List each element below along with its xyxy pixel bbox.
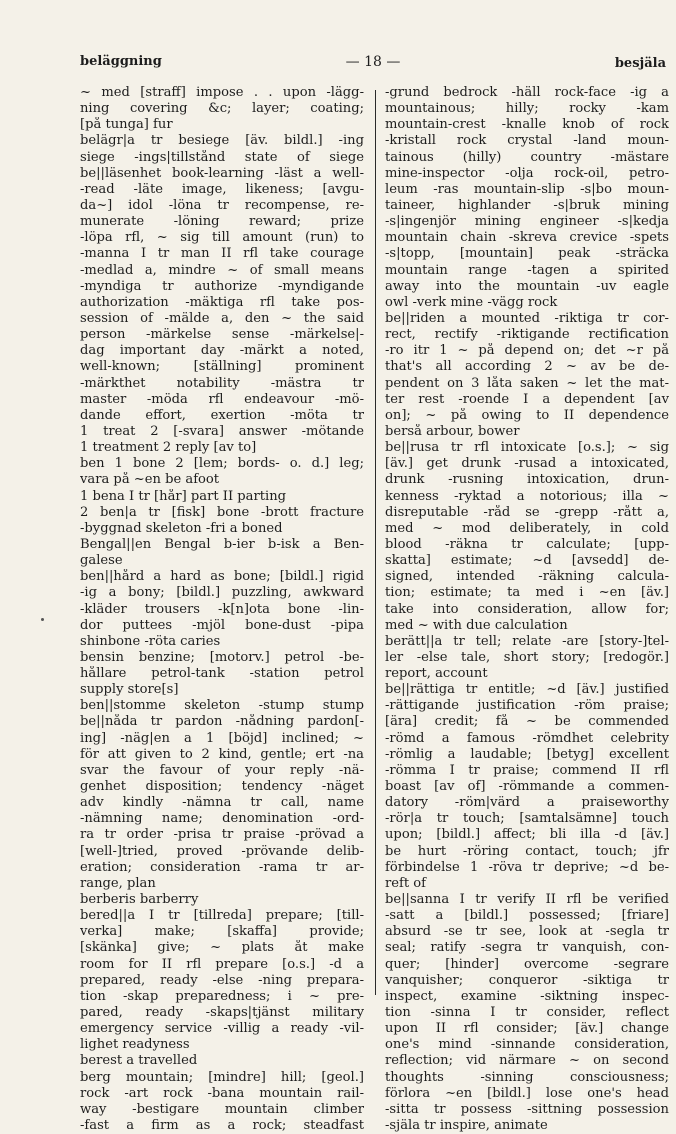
entry-line: ra tr order -prisa tr praise -prövad a [80, 827, 364, 843]
entry-line: galese [80, 553, 123, 569]
entry-line: berberis barberry [80, 892, 199, 908]
entry-line: owl -verk mine -vägg rock [385, 294, 558, 310]
entry-line: [skänka] give; ~ plats åt make [80, 940, 364, 956]
right-column [385, 85, 669, 1134]
page-number: — 18 — [345, 54, 401, 70]
entry-line: -löpa rfl, ~ sig till amount (run) to [80, 230, 364, 246]
entry-line: [ära] credit; få ~ be commended [385, 714, 669, 730]
entry-line: mountainous; hilly; rocky -kam [385, 101, 669, 117]
entry-line: boast [av of] -römmande a commen- [385, 779, 669, 795]
entry-line: dor puttees -mjöl bone-dust -pipa [80, 617, 364, 633]
entry-line: [på tunga] fur [80, 117, 173, 133]
entry-line: verka] make; [skaffa] provide; [80, 924, 364, 940]
entry-line: ben||stomme skeleton -stump stump [80, 698, 364, 714]
entry-line: taineer, highlander -s|bruk mining [385, 197, 669, 213]
entry-line: be||läsenhet book-learning -läst a well- [80, 165, 364, 181]
entry-line: be||riden a mounted -riktiga tr cor- [385, 310, 669, 326]
entry-line: -s|ingenjör mining engineer -s|kedja [385, 214, 669, 230]
entry-line: signed, intended -räkning calcula- [385, 569, 669, 585]
entry-line: tion -sinna I tr consider, reflect [385, 1005, 669, 1021]
entry-line: 1 treat 2 [-svara] answer -mötande [80, 423, 364, 439]
entry-line: room for II rfl prepare [o.s.] -d a [80, 956, 364, 972]
right-guide-word: besjäla [614, 56, 666, 71]
entry-line: seal; ratify -segra tr vanquish, con- [385, 940, 669, 956]
entry-line: -rättigande justification -röm praise; [385, 698, 669, 714]
entry-line: report, account [385, 666, 488, 682]
paper-speck [41, 618, 44, 621]
entry-line: -römlig a laudable; [betyg] excellent [385, 746, 669, 762]
entry-line: be||sanna I tr verify II rfl be verified [385, 892, 669, 908]
entry-line: vara på ~en be afoot [80, 472, 220, 488]
entry-line: pared, ready -skaps|tjänst military [80, 1005, 364, 1021]
entry-line: vanquisher; conqueror -siktiga tr [385, 972, 669, 988]
entry-line: genhet disposition; tendency -näget [80, 779, 364, 795]
entry-line: tion -skap preparedness; i ~ pre- [80, 988, 364, 1004]
entry-line: reflection; vid närmare ~ on second [385, 1053, 669, 1069]
entry-line: ing] -näg|en a 1 [böjd] inclined; ~ [80, 730, 364, 746]
entry-line: drunk -rusning intoxication, drun- [385, 472, 669, 488]
left-column [80, 85, 364, 1134]
entry-line: munerate -löning reward; prize [80, 214, 364, 230]
entry-line: berså arbour, bower [385, 423, 520, 439]
entry-line: med ~ mod deliberately, in cold [385, 520, 669, 536]
entry-line: -ig a bony; [bildl.] puzzling, awkward [80, 585, 364, 601]
entry-line: -grund bedrock -häll rock-face -ig a [385, 85, 669, 100]
entry-line: -byggnad skeleton -fri a boned [80, 520, 283, 536]
entry-line: ~ med [straff] impose . . upon -lägg- [80, 85, 364, 100]
entry-line: -medlad a, mindre ~ of small means [80, 262, 364, 278]
entry-line: ter rest -roende I a dependent [av [385, 391, 669, 407]
entry-line: person -märkelse sense -märkelse|- [80, 327, 364, 343]
entry-line: skatta] estimate; ~d [avsedd] de- [385, 553, 669, 569]
entry-line: 1 bena I tr [hår] part II parting [80, 488, 287, 504]
entry-line: för att given to 2 kind, gentle; ert -na [80, 746, 364, 762]
entry-line: Bengal||en Bengal b-ier b-isk a Ben- [80, 536, 364, 552]
entry-line: inspect, examine -siktning inspec- [385, 988, 669, 1004]
entry-line: -myndiga tr authorize -myndigande [80, 278, 364, 294]
entry-line: tion; estimate; ta med i ~en [äv.] [385, 585, 669, 601]
entry-line: be||rättiga tr entitle; ~d [äv.] justified [385, 682, 669, 698]
entry-line: adv kindly -nämna tr call, name [80, 795, 364, 811]
entry-line: disreputable -råd se -grepp -rått a, [385, 504, 669, 520]
entry-line: berg mountain; [mindre] hill; [geol.] [80, 1069, 364, 1085]
entry-line: be||rusa tr rfl intoxicate [o.s.]; ~ sig [385, 440, 669, 456]
entry-line: dag important day -märkt a noted, [80, 343, 364, 359]
entry-line: -read -läte image, likeness; [avgu- [80, 181, 364, 197]
entry-line: -kläder trousers -k[n]ota bone -lin- [80, 601, 364, 617]
entry-line: lighet readyness [80, 1037, 190, 1053]
left-guide-word: beläggning [80, 54, 162, 69]
entry-line: range, plan [80, 875, 156, 891]
entry-line: absurd -se tr see, look at -segla tr [385, 924, 669, 940]
entry-line: berest a travelled [80, 1053, 198, 1069]
entry-line: that's all according 2 ~ av be de- [385, 359, 669, 375]
entry-line: mountain chain -skreva crevice -spets [385, 230, 669, 246]
entry-line: be||nåda tr pardon -nådning pardon[- [80, 714, 364, 730]
entry-line: -ro itr 1 ~ på depend on; det ~r på [385, 343, 669, 359]
entry-line: shinbone -röta caries [80, 633, 221, 649]
entry-line: session of -mälde a, den ~ the said [80, 310, 364, 326]
entry-line: förbindelse 1 -röva tr deprive; ~d be- [385, 859, 669, 875]
entry-line: siege -ings|tillstånd state of siege [80, 149, 364, 165]
entry-line: rock -art rock -bana mountain rail- [80, 1085, 364, 1101]
entry-line: -fast a firm as a rock; steadfast [80, 1118, 364, 1133]
entry-line: mine-inspector -olja rock-oil, petro- [385, 165, 669, 181]
entry-line: tainous (hilly) country -mästare [385, 149, 669, 165]
entry-line: -satt a [bildl.] possessed; [friare] [385, 908, 669, 924]
entry-line: quer; [hinder] overcome -segrare [385, 956, 669, 972]
entry-line: med ~ with due calculation [385, 617, 568, 633]
entry-line: 2 ben|a tr [fisk] bone -brott fracture [80, 504, 364, 520]
entry-line: dande effort, exertion -möta tr [80, 407, 364, 423]
entry-line: bered||a I tr [tillreda] prepare; [till- [80, 908, 364, 924]
entry-line: upon; [bildl.] affect; bli illa -d [äv.] [385, 827, 669, 843]
entry-line: leum -ras mountain-slip -s|bo moun- [385, 181, 669, 197]
entry-line: ler -else tale, short story; [redogör.] [385, 649, 669, 665]
entry-line: berätt||a tr tell; relate -are [story-]tel- [385, 633, 669, 649]
entry-line: way -bestigare mountain climber [80, 1101, 364, 1117]
column-divider [375, 90, 376, 995]
entry-line: on]; ~ på owing to II dependence [385, 407, 669, 423]
entry-line: bensin benzine; [motorv.] petrol -be- [80, 649, 364, 665]
entry-line: [äv.] get drunk -rusad a intoxicated, [385, 456, 669, 472]
entry-line: [well-]tried, proved -prövande delib- [80, 843, 364, 859]
entry-line: take into consideration, allow for; [385, 601, 669, 617]
entry-line: ben||hård a hard as bone; [bildl.] rigid [80, 569, 364, 585]
entry-line: reft of [385, 875, 427, 891]
entry-line: be hurt -röring contact, touch; jfr [385, 843, 669, 859]
entry-line: blood -räkna tr calculate; [upp- [385, 536, 669, 552]
entry-line: away into the mountain -uv eagle [385, 278, 669, 294]
entry-line: förlora ~en [bildl.] lose one's head [385, 1085, 669, 1101]
entry-line: belägr|a tr besiege [äv. bildl.] -ing [80, 133, 364, 149]
entry-line: datory -röm|värd a praiseworthy [385, 795, 669, 811]
entry-line: master -möda rfl endeavour -mö- [80, 391, 364, 407]
entry-line: eration; consideration -rama tr ar- [80, 859, 364, 875]
entry-line: -kristall rock crystal -land moun- [385, 133, 669, 149]
entry-line: hållare petrol-tank -station petrol [80, 666, 364, 682]
entry-line: emergency service -villig a ready -vil- [80, 1021, 364, 1037]
entry-line: -själa tr inspire, animate [385, 1118, 548, 1133]
entry-line: -römma I tr praise; commend II rfl [385, 762, 669, 778]
entry-line: thoughts -sinning consciousness; [385, 1069, 669, 1085]
entry-line: ben 1 bone 2 [lem; bords- o. d.] leg; [80, 456, 364, 472]
entry-line: -märkthet notability -mästra tr [80, 375, 364, 391]
entry-line: kenness -ryktad a notorious; illa ~ [385, 488, 669, 504]
entry-line: mountain-crest -knalle knob of rock [385, 117, 669, 133]
entry-line: prepared, ready -else -ning prepara- [80, 972, 364, 988]
entry-line: -römd a famous -römdhet celebrity [385, 730, 669, 746]
entry-line: da~] idol -löna tr recompense, re- [80, 197, 364, 213]
page-header [80, 54, 666, 74]
entry-line: mountain range -tagen a spirited [385, 262, 669, 278]
entry-line: -s|topp, [mountain] peak -sträcka [385, 246, 669, 262]
entry-line: pendent on 3 låta saken ~ let the mat- [385, 375, 669, 391]
entry-line: rect, rectify -riktigande rectification [385, 327, 669, 343]
entry-line: well-known; [ställning] prominent [80, 359, 364, 375]
entry-line: -nämning name; denomination -ord- [80, 811, 364, 827]
entry-line: -manna I tr man II rfl take courage [80, 246, 364, 262]
entry-line: -rör|a tr touch; [samtalsämne] touch [385, 811, 669, 827]
entry-line: authorization -mäktiga rfl take pos- [80, 294, 364, 310]
entry-line: -sitta tr possess -sittning possession [385, 1101, 669, 1117]
entry-line: 1 treatment 2 reply [av to] [80, 440, 257, 456]
entry-line: svar the favour of your reply -nä- [80, 762, 364, 778]
entry-line: supply store[s] [80, 682, 179, 698]
entry-line: upon II rfl consider; [äv.] change [385, 1021, 669, 1037]
entry-line: one's mind -sinnande consideration, [385, 1037, 669, 1053]
entry-line: ning covering &c; layer; coating; [80, 101, 364, 117]
